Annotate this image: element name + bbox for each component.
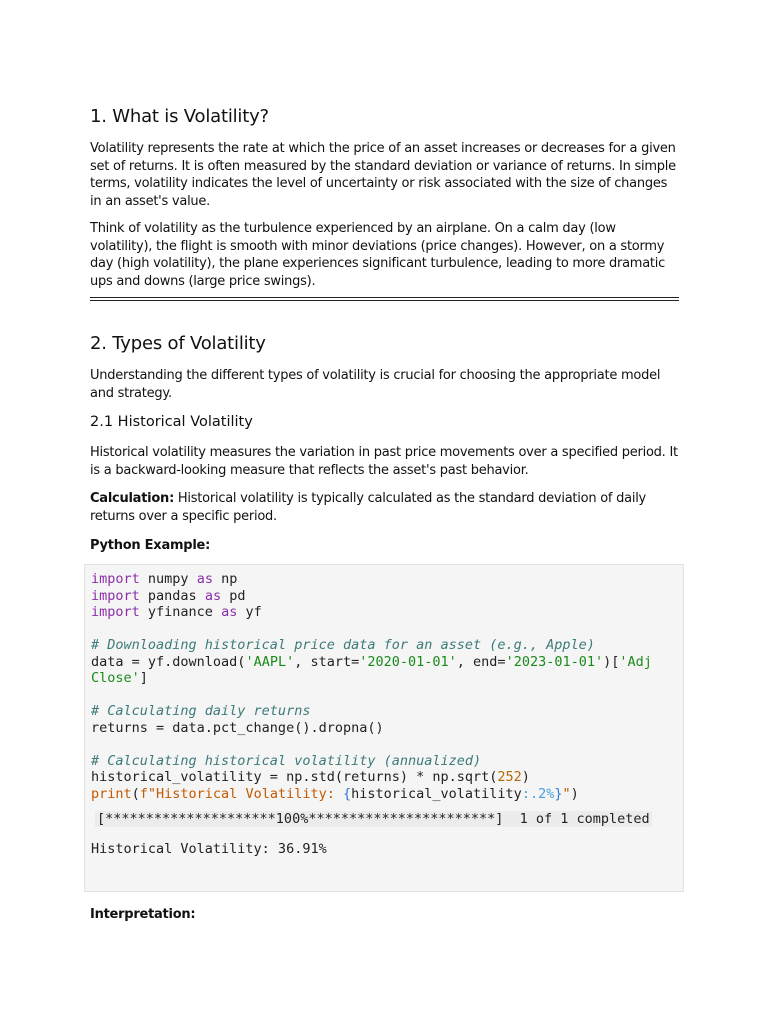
interpretation-label: Interpretation:: [90, 907, 196, 922]
code-string: 'Adj: [619, 653, 652, 670]
code-text: pandas: [139, 587, 205, 604]
section-heading-types-of-volatility: 2. Types of Volatility: [90, 333, 266, 354]
code-text: , end=: [456, 653, 506, 670]
code-text: data = yf.download(: [91, 653, 246, 670]
code-keyword: as: [196, 571, 213, 587]
paragraph-python-example-label: [90, 537, 680, 555]
code-source: [91, 571, 652, 802]
code-text: np: [212, 571, 238, 587]
code-keyword: import: [91, 571, 140, 587]
code-text: (: [131, 785, 140, 802]
code-brace: }: [554, 785, 563, 802]
section-divider: [90, 297, 679, 301]
code-output-result: Historical Volatility: 36.91%: [91, 841, 327, 857]
calculation-label: Calculation:: [90, 491, 175, 506]
code-fstring: f"Historical Volatility:: [139, 785, 343, 802]
code-format-spec: :.2%: [521, 785, 555, 802]
code-text: )[: [603, 653, 620, 670]
code-comment: # Calculating daily returns: [91, 703, 311, 719]
paragraph-types-intro: Understanding the different types of volatility is crucial for choosing the appropriate model and strategy.: [90, 368, 661, 401]
section-heading-what-is-volatility: 1. What is Volatility?: [90, 106, 269, 127]
code-number: 252: [497, 769, 522, 785]
code-string: Close': [91, 670, 140, 686]
paragraph-volatility-definition: Volatility represents the rate at which the price of an asset increases or decreases for a given set of returns. It is often measured by the standard deviation or variance of returns. In simple terms, volatility indicates the level of uncertainty or risk associated with the size of changes in an asset's value.: [90, 141, 676, 209]
paragraph-interpretation-label: [90, 906, 680, 924]
code-keyword: import: [91, 604, 140, 620]
code-text: ): [570, 785, 579, 802]
code-text: returns = data.pct_change().dropna(): [91, 719, 384, 736]
code-text: ]: [139, 670, 148, 686]
code-block[interactable]: [84, 564, 684, 892]
code-fstring: ": [562, 785, 571, 802]
code-brace: {: [342, 785, 352, 802]
code-keyword: import: [91, 587, 140, 604]
code-text: yf: [237, 604, 262, 620]
code-text: , start=: [294, 653, 360, 670]
code-builtin: print: [91, 785, 132, 802]
code-text: pd: [221, 587, 246, 604]
code-output-progress: [*********************100%***********************] 1 of 1 completed: [97, 811, 650, 827]
paragraph-calculation: [90, 490, 680, 525]
code-text: historical_volatility = np.std(returns) * np.sqrt(: [91, 769, 498, 785]
code-text: numpy: [139, 571, 197, 587]
code-string: '2023-01-01': [505, 653, 604, 670]
calculation-text: Historical volatility is typically calculated as the standard deviation of daily returns over a specific period.: [90, 491, 646, 524]
code-string: 'AAPL': [245, 653, 295, 670]
subsection-heading-historical-volatility: 2.1 Historical Volatility: [90, 414, 253, 430]
paragraph-historical-definition: Historical volatility measures the variation in past price movements over a specified period. It is a backward-looking measure that reflects the asset's past behavior.: [90, 445, 678, 478]
code-text: historical_volatility: [351, 785, 522, 802]
code-comment: # Calculating historical volatility (annualized): [91, 752, 482, 769]
code-string: '2020-01-01': [359, 653, 457, 670]
code-text: ): [521, 769, 530, 785]
code-keyword: as: [221, 604, 238, 620]
code-text: yfinance: [139, 604, 222, 620]
paragraph-airplane-analogy: Think of volatility as the turbulence experienced by an airplane. On a calm day (low volatility), the flight is smooth with minor deviations (price changes). However, on a stormy day (high volatility), the plane experiences significant turbulence, leading to more dramatic ups and downs (large price swings).: [90, 221, 666, 289]
python-example-label: Python Example:: [90, 538, 211, 553]
code-comment: # Downloading historical price data for an asset (e.g., Apple): [91, 637, 595, 653]
code-keyword: as: [204, 587, 222, 604]
